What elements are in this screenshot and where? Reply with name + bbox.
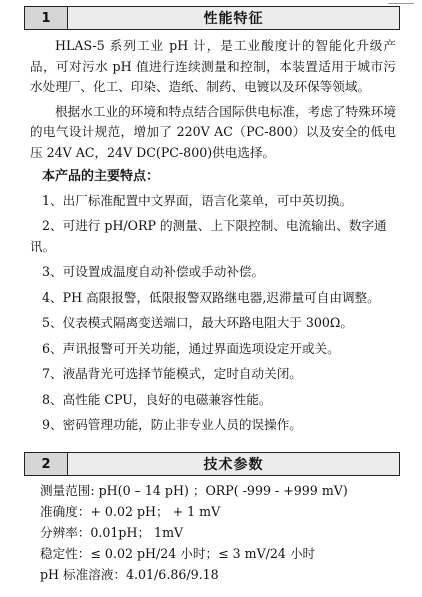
feature-item: 9、密码管理功能，防止非专业人员的误操作。 (42, 417, 302, 432)
spec-stability: 稳定性：≤ 0.02 pH/24 小时；≤ 3 mV/24 小时 (40, 546, 316, 561)
spec-resolution: 分辨率：0.01pH； 1mV (40, 525, 184, 540)
section-1-header (24, 6, 400, 30)
feature-item: 2、可进行 pH/ORP 的测量、上下限控制、电流输出、数字通讯。 (30, 218, 387, 254)
feature-item: 4、PH 高限报警，低限报警双路继电器,迟滞量可自由调整。 (42, 289, 380, 305)
feature-item: 7、液晶背光可选择节能模式，定时自动关闭。 (42, 366, 302, 381)
section-1-title: 性能特征 (203, 11, 264, 27)
intro-paragraph-1: HLAS-5 系列工业 pH 计，是工业酸度计的智能化升级产品，可对污水 pH 值进行连续测量和控制，本装置适用于城市污水处理厂、化工、印染、造纸、制药、电镀以及环保等领域。 (30, 38, 396, 94)
section-1-number: 1 (25, 7, 68, 29)
feature-item: 8、高性能 CPU，良好的电磁兼容性能。 (42, 391, 272, 407)
spec-list (40, 480, 400, 585)
section-2-number: 2 (25, 453, 68, 475)
spec-measurement-range: 测量范围: pH(0 – 14 pH) ；ORP( -999 - +999 mV) (40, 483, 348, 498)
page-corner-mark (388, 0, 414, 4)
feature-item: 5、仪表模式隔离变送端口，最大环路电阻大于 300Ω。 (42, 315, 353, 330)
spec-accuracy: 准确度：+ 0.02 pH； + 1 mV (40, 504, 221, 519)
features-heading: 本产品的主要特点： (42, 169, 160, 184)
section-1-body (30, 36, 396, 441)
section-2-header (24, 452, 400, 476)
section-2-title: 技术参数 (203, 457, 264, 473)
spec-ph-buffer: pH 标准溶液：4.01/6.86/9.18 (40, 567, 219, 582)
feature-item: 1、出厂标准配置中文界面，语言化菜单，可中英切换。 (42, 192, 353, 208)
feature-item: 3、可设置成温度自动补偿或手动补偿。 (42, 264, 265, 279)
feature-item: 6、声讯报警可开关功能，通过界面选项设定开或关。 (42, 340, 340, 356)
intro-paragraph-2: 根据水工业的环境和特点结合国际供电标准，考虑了特殊环境的电气设计规范，增加了 220V AC（PC-800）以及安全的低电压 24V AC，24V DC(PC-800)供电选择。 (30, 103, 396, 160)
